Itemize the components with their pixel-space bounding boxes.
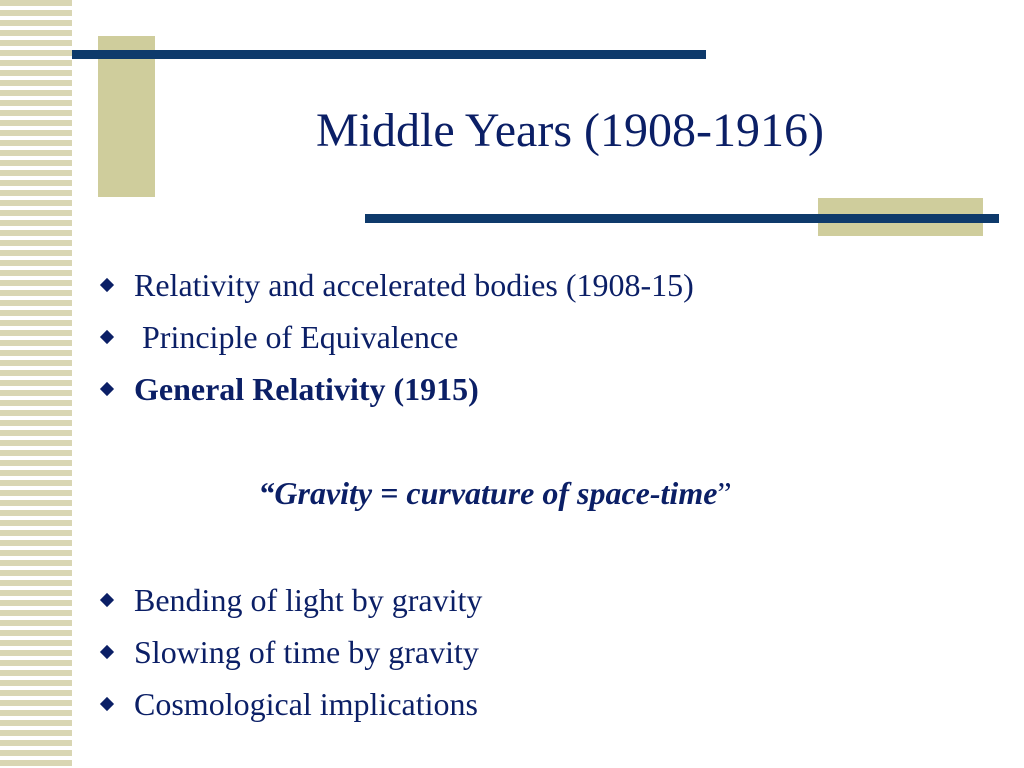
decorative-bar-bottom <box>365 214 999 223</box>
diamond-bullet-icon <box>100 593 114 607</box>
bullet-list-top <box>100 259 980 415</box>
list-item <box>100 363 980 415</box>
diamond-bullet-icon <box>100 645 114 659</box>
list-item <box>100 259 980 311</box>
slide-title: Middle Years (1908-1916) <box>316 104 824 157</box>
diamond-bullet-icon <box>100 330 114 344</box>
list-item <box>100 678 980 730</box>
list-item-text: Principle of Equivalence <box>134 319 459 355</box>
quote <box>100 468 890 518</box>
diamond-bullet-icon <box>100 382 114 396</box>
list-item-text: Slowing of time by gravity <box>134 634 479 670</box>
diamond-bullet-icon <box>100 278 114 292</box>
decorative-block-left <box>98 36 155 197</box>
decorative-bar-top <box>72 50 706 59</box>
list-item <box>100 311 980 363</box>
diamond-bullet-icon <box>100 697 114 711</box>
list-item-text: General Relativity (1915) <box>134 371 479 407</box>
list-item-text: Relativity and accelerated bodies (1908-15) <box>134 267 694 303</box>
quote-closing-mark: ” <box>717 475 732 511</box>
decorative-stripes <box>0 0 72 768</box>
list-item-text: Bending of light by gravity <box>134 582 483 618</box>
list-item <box>100 626 980 678</box>
list-item <box>100 574 980 626</box>
quote-text: “Gravity = curvature of space-time <box>258 475 718 511</box>
list-item-text: Cosmological implications <box>134 686 478 722</box>
bullet-list-bottom <box>100 574 980 730</box>
